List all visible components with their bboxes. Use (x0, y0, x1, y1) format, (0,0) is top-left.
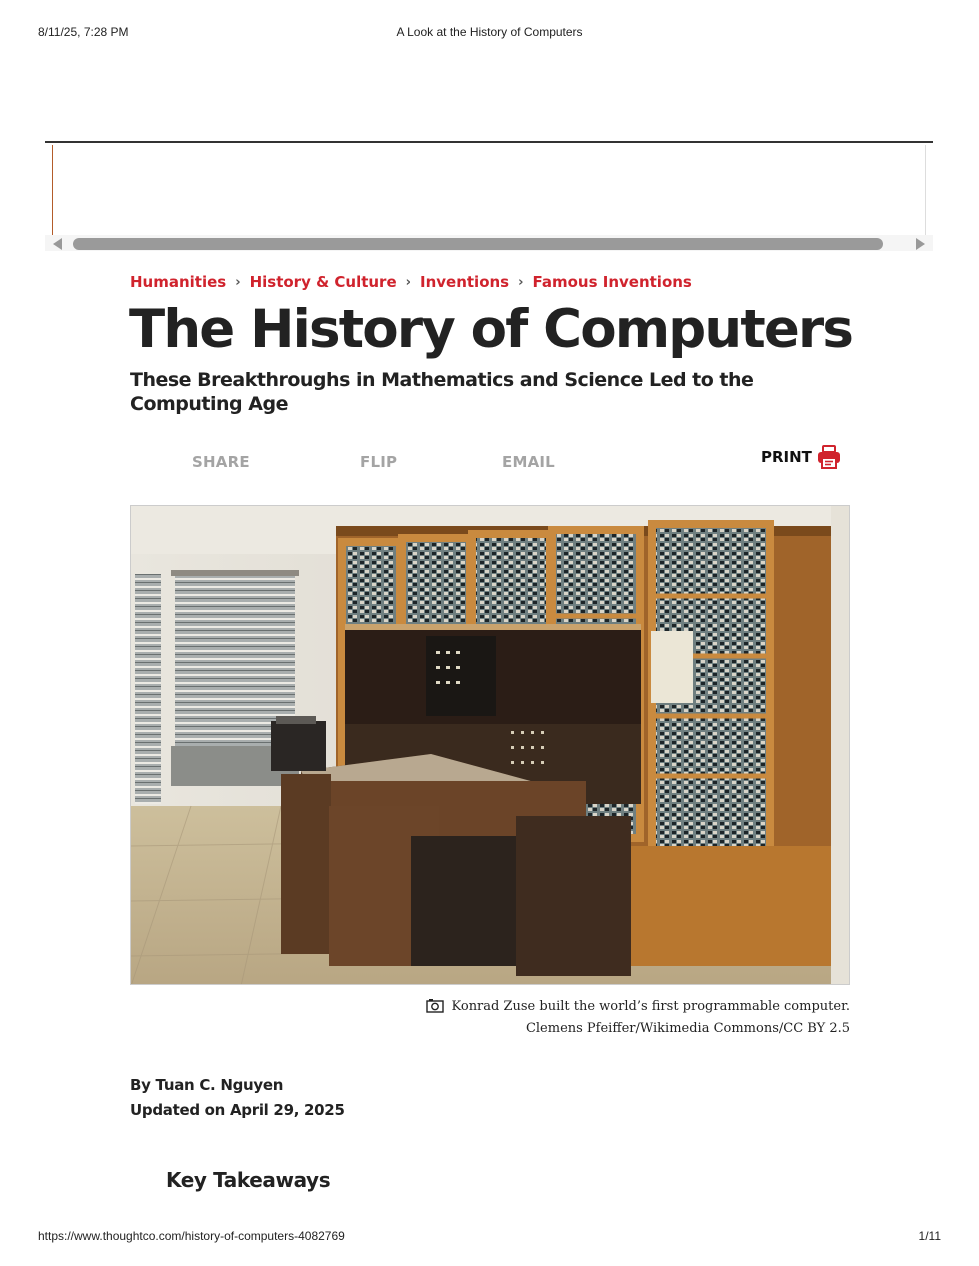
print-url: https://www.thoughtco.com/history-of-computers-4082769 (38, 1229, 345, 1243)
email-button[interactable]: EMAIL (502, 453, 555, 471)
printer-icon (817, 445, 841, 469)
share-bar (130, 444, 850, 480)
breadcrumb-history-culture[interactable]: History & Culture (249, 273, 397, 291)
ad-right-edge (925, 145, 926, 235)
flip-button[interactable]: FLIP (360, 453, 398, 471)
scroll-right-arrow-icon[interactable] (916, 238, 925, 250)
caption-text: Konrad Zuse built the world’s first programmable computer. (451, 999, 850, 1014)
byline (130, 1073, 345, 1123)
print-datetime: 8/11/25, 7:28 PM (38, 25, 129, 39)
hero-image (130, 505, 850, 985)
zuse-computer-photo (131, 506, 850, 985)
chevron-right-icon: › (405, 274, 411, 290)
print-header (38, 25, 941, 39)
ad-left-edge (52, 145, 53, 235)
image-caption (130, 996, 850, 1040)
key-takeaways-heading: Key Takeaways (166, 1168, 331, 1192)
scroll-left-arrow-icon[interactable] (53, 238, 62, 250)
print-button[interactable] (761, 445, 841, 469)
print-doc-title: A Look at the History of Computers (396, 25, 583, 39)
print-label: PRINT (761, 448, 812, 466)
scrollbar-thumb[interactable] (73, 238, 883, 250)
updated-date: Updated on April 29, 2025 (130, 1101, 345, 1119)
print-page-number: 1/11 (918, 1229, 941, 1243)
share-button[interactable]: SHARE (192, 453, 250, 471)
page-subtitle: These Breakthroughs in Mathematics and Science Led to the Computing Age (130, 369, 754, 415)
camera-icon (426, 998, 444, 1013)
breadcrumb-humanities[interactable]: Humanities (130, 273, 227, 291)
ad-horizontal-scrollbar[interactable] (45, 235, 933, 251)
ad-top-rule (45, 141, 933, 143)
author-name: By Tuan C. Nguyen (130, 1076, 284, 1094)
breadcrumb-famous-inventions[interactable]: Famous Inventions (532, 273, 692, 291)
page-title: The History of Computers (129, 299, 853, 360)
chevron-right-icon: › (235, 274, 241, 290)
image-credit: Clemens Pfeiffer/Wikimedia Commons/CC BY 2.5 (525, 1021, 850, 1036)
ad-frame (45, 141, 933, 256)
breadcrumb (130, 272, 692, 292)
chevron-right-icon: › (518, 274, 524, 290)
print-footer (38, 1229, 941, 1243)
breadcrumb-inventions[interactable]: Inventions (420, 273, 510, 291)
